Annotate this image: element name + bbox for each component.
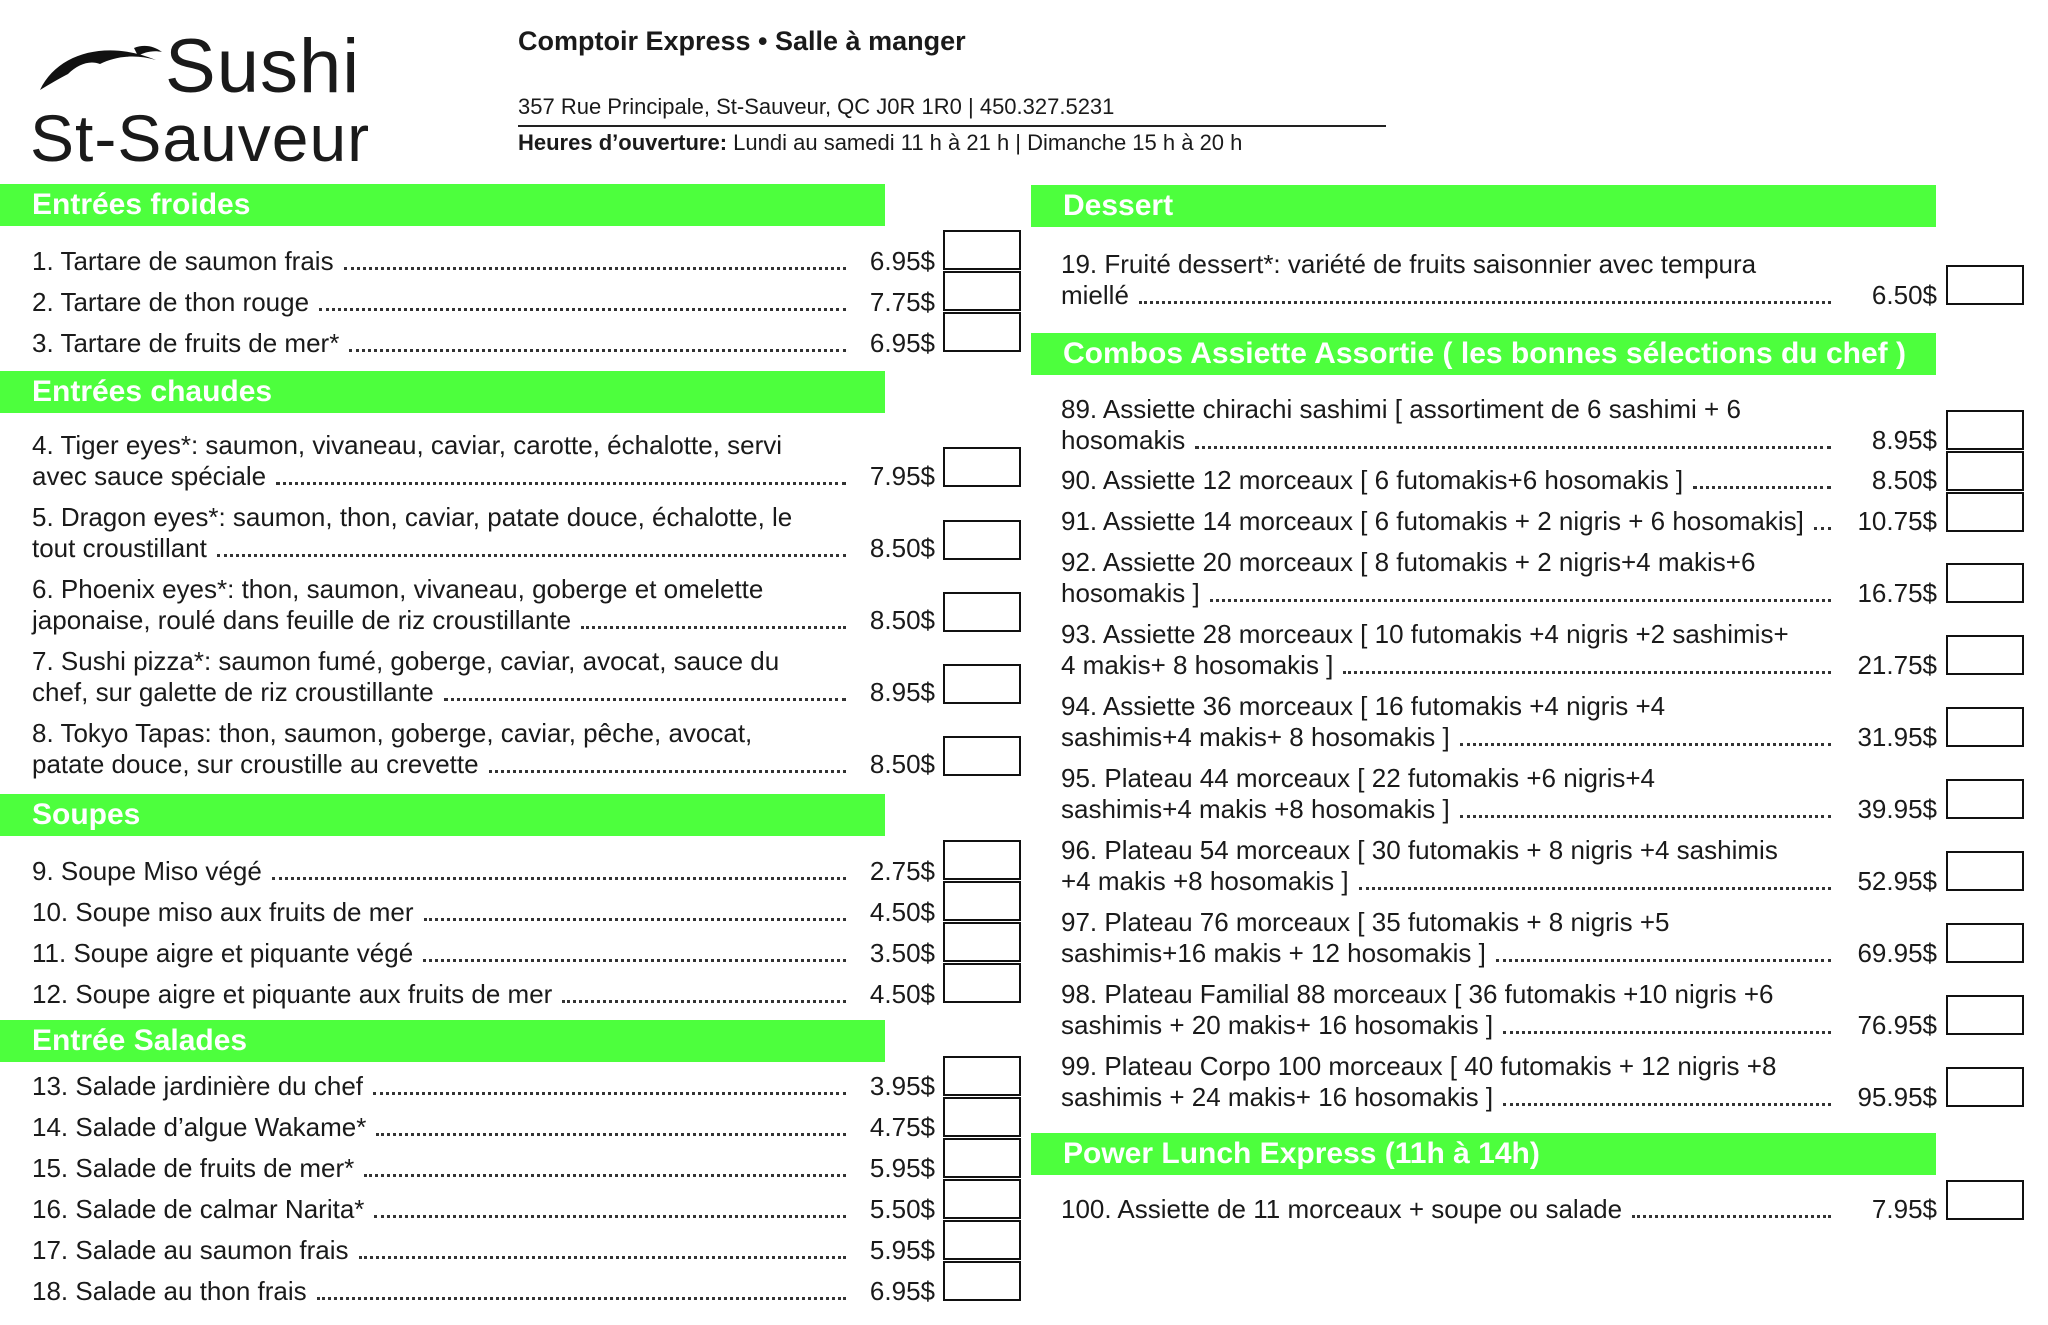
- item-text: 14. Salade d’algue Wakame*: [32, 1112, 367, 1142]
- menu-item: [1061, 1194, 1837, 1225]
- menu-item: [1061, 1051, 1837, 1113]
- dot-leader: [581, 626, 846, 629]
- dot-leader: [349, 349, 846, 352]
- section-header: Soupes: [0, 794, 885, 836]
- menu-item: [32, 574, 852, 636]
- item-price: 6.95$: [869, 246, 935, 276]
- item-price: 8.95$: [869, 677, 935, 707]
- item-text: 18. Salade au thon frais: [32, 1276, 307, 1306]
- item-text: hosomakis: [1061, 425, 1186, 455]
- menu-item: [1061, 979, 1837, 1041]
- menu-item: [32, 1276, 852, 1307]
- item-line: [1061, 722, 1837, 753]
- order-checkbox[interactable]: [943, 736, 1021, 776]
- section-header: Power Lunch Express (11h à 14h): [1031, 1133, 1936, 1175]
- logo-line-2: St-Sauveur: [30, 101, 371, 175]
- item-text: 7. Sushi pizza*: saumon fumé, goberge, caviar, avocat, sauce du: [32, 646, 780, 676]
- item-text: 95. Plateau 44 morceaux [ 22 futomakis +6 nigris+4: [1061, 763, 1656, 793]
- dot-leader: [317, 1297, 846, 1300]
- menu-item: [32, 502, 852, 564]
- item-line: [1061, 1010, 1837, 1041]
- item-text: +4 makis +8 hosomakis ]: [1061, 866, 1349, 896]
- item-price: 6.95$: [869, 328, 935, 358]
- item-text: 15. Salade de fruits de mer*: [32, 1153, 355, 1183]
- item-text: avec sauce spéciale: [32, 461, 267, 491]
- item-line: [1061, 1194, 1837, 1225]
- order-checkbox[interactable]: [1946, 492, 2024, 532]
- item-line: [1061, 866, 1837, 897]
- item-line: [1061, 619, 1837, 650]
- item-price: 6.95$: [869, 1276, 935, 1306]
- dot-leader: [1503, 1031, 1831, 1034]
- item-line: [32, 246, 852, 277]
- item-line: [1061, 907, 1837, 938]
- item-price: 4.50$: [869, 897, 935, 927]
- order-checkbox[interactable]: [943, 312, 1021, 352]
- dot-leader: [1693, 486, 1831, 489]
- dot-leader: [1460, 815, 1831, 818]
- menu-item: [1061, 394, 1837, 456]
- item-text: 6. Phoenix eyes*: thon, saumon, vivaneau, goberge et omelette: [32, 574, 764, 604]
- order-checkbox[interactable]: [943, 922, 1021, 962]
- menu-item: [32, 1194, 852, 1225]
- item-text: 8. Tokyo Tapas: thon, saumon, goberge, caviar, pêche, avocat,: [32, 718, 753, 748]
- item-price: 5.50$: [869, 1194, 935, 1224]
- menu-item: [1061, 465, 1837, 496]
- item-line: [1061, 506, 1837, 537]
- order-checkbox[interactable]: [943, 840, 1021, 880]
- menu-item: [32, 246, 852, 277]
- item-line: [32, 938, 852, 969]
- menu-item: [32, 718, 852, 780]
- order-checkbox[interactable]: [943, 592, 1021, 632]
- order-checkbox[interactable]: [1946, 410, 2024, 450]
- menu-item: [32, 287, 852, 318]
- item-text: miellé: [1061, 280, 1129, 310]
- item-line: [1061, 425, 1837, 456]
- item-text: 100. Assiette de 11 morceaux + soupe ou salade: [1061, 1194, 1623, 1224]
- menu-item: [1061, 763, 1837, 825]
- item-line: [32, 718, 852, 749]
- item-text: tout croustillant: [32, 533, 207, 563]
- menu-item: [1061, 619, 1837, 681]
- item-line: [1061, 794, 1837, 825]
- order-checkbox[interactable]: [943, 447, 1021, 487]
- item-text: 1. Tartare de saumon frais: [32, 246, 334, 276]
- item-text: 3. Tartare de fruits de mer*: [32, 328, 340, 358]
- item-line: [32, 1235, 852, 1266]
- item-line: [32, 430, 852, 461]
- header-hours: [518, 130, 1242, 156]
- item-text: 89. Assiette chirachi sashimi [ assortiment de 6 sashimi + 6: [1061, 394, 1741, 424]
- menu-item: [32, 430, 852, 492]
- order-checkbox[interactable]: [1946, 1067, 2024, 1107]
- order-checkbox[interactable]: [943, 1138, 1021, 1178]
- dot-leader: [1195, 446, 1831, 449]
- menu-item: [1061, 506, 1837, 537]
- logo: [30, 22, 390, 175]
- dot-leader: [562, 1000, 846, 1003]
- item-line: [1061, 650, 1837, 681]
- item-line: [1061, 835, 1837, 866]
- item-price: 5.95$: [869, 1153, 935, 1183]
- item-text: sashimis+4 makis+ 8 hosomakis ]: [1061, 722, 1450, 752]
- item-line: [32, 1153, 852, 1184]
- order-checkbox[interactable]: [1946, 563, 2024, 603]
- item-price: 76.95$: [1857, 1010, 1937, 1040]
- item-line: [1061, 249, 1837, 280]
- menu-item: [32, 328, 852, 359]
- item-line: [32, 328, 852, 359]
- item-text: 12. Soupe aigre et piquante aux fruits de mer: [32, 979, 553, 1009]
- item-price: 52.95$: [1857, 866, 1937, 896]
- item-price: 6.50$: [1871, 280, 1937, 310]
- item-text: 19. Fruité dessert*: variété de fruits saisonnier avec tempura: [1061, 249, 1757, 279]
- dot-leader: [364, 1174, 846, 1177]
- section-header: Combos Assiette Assortie ( les bonnes sélections du chef ): [1031, 333, 1936, 375]
- dot-leader: [1496, 959, 1831, 962]
- item-price: 8.50$: [869, 749, 935, 779]
- item-text: 4 makis+ 8 hosomakis ]: [1061, 650, 1334, 680]
- item-line: [1061, 578, 1837, 609]
- dot-leader: [489, 770, 846, 773]
- menu-item: [32, 646, 852, 708]
- item-text: 10. Soupe miso aux fruits de mer: [32, 897, 414, 927]
- item-price: 8.95$: [1871, 425, 1937, 455]
- item-line: [1061, 1082, 1837, 1113]
- order-checkbox[interactable]: [1946, 707, 2024, 747]
- dot-leader: [1343, 671, 1831, 674]
- menu-item: [32, 1153, 852, 1184]
- menu-item: [32, 1071, 852, 1102]
- item-line: [32, 533, 852, 564]
- item-text: patate douce, sur croustille au crevette: [32, 749, 479, 779]
- section-header: Entrée Salades: [0, 1020, 885, 1062]
- order-checkbox[interactable]: [943, 1097, 1021, 1137]
- order-checkbox[interactable]: [1946, 851, 2024, 891]
- header-title: Comptoir Express • Salle à manger: [518, 26, 966, 56]
- order-checkbox[interactable]: [1946, 265, 2024, 305]
- menu-item: [1061, 835, 1837, 897]
- item-price: 10.75$: [1857, 506, 1937, 536]
- menu-item: [32, 897, 852, 928]
- order-checkbox[interactable]: [1946, 995, 2024, 1035]
- item-price: 7.75$: [869, 287, 935, 317]
- item-line: [32, 574, 852, 605]
- item-line: [32, 979, 852, 1010]
- item-text: sashimis + 24 makis+ 16 hosomakis ]: [1061, 1082, 1494, 1112]
- section-header: Entrées froides: [0, 184, 885, 226]
- item-price: 3.50$: [869, 938, 935, 968]
- dot-leader: [1359, 887, 1831, 890]
- item-line: [32, 1112, 852, 1143]
- item-text: 93. Assiette 28 morceaux [ 10 futomakis +4 nigris +2 sashimis+: [1061, 619, 1789, 649]
- item-text: 92. Assiette 20 morceaux [ 8 futomakis + 2 nigris+4 makis+6: [1061, 547, 1756, 577]
- order-checkbox[interactable]: [943, 520, 1021, 560]
- menu-item: [1061, 249, 1837, 311]
- item-text: 4. Tiger eyes*: saumon, vivaneau, caviar, carotte, échalotte, servi: [32, 430, 783, 460]
- item-text: sashimis+4 makis +8 hosomakis ]: [1061, 794, 1450, 824]
- item-line: [32, 461, 852, 492]
- header-divider: [518, 125, 1386, 127]
- item-text: 94. Assiette 36 morceaux [ 16 futomakis +4 nigris +4: [1061, 691, 1666, 721]
- section-header: Entrées chaudes: [0, 371, 885, 413]
- item-price: 16.75$: [1857, 578, 1937, 608]
- item-line: [1061, 280, 1837, 311]
- item-price: 8.50$: [1871, 465, 1937, 495]
- item-text: 91. Assiette 14 morceaux [ 6 futomakis + 2 nigris + 6 hosomakis]: [1061, 506, 1804, 536]
- item-line: [1061, 465, 1837, 496]
- dot-leader: [1503, 1103, 1831, 1106]
- menu-item: [32, 856, 852, 887]
- item-text: japonaise, roulé dans feuille de riz croustillante: [32, 605, 572, 635]
- order-checkbox[interactable]: [943, 271, 1021, 311]
- item-text: 90. Assiette 12 morceaux [ 6 futomakis+6 hosomakis ]: [1061, 465, 1684, 495]
- order-checkbox[interactable]: [943, 963, 1021, 1003]
- item-line: [32, 502, 852, 533]
- dot-leader: [373, 1092, 846, 1095]
- item-line: [1061, 691, 1837, 722]
- item-price: 95.95$: [1857, 1082, 1937, 1112]
- order-checkbox[interactable]: [1946, 635, 2024, 675]
- order-checkbox[interactable]: [943, 1179, 1021, 1219]
- item-line: [32, 1071, 852, 1102]
- header-address: 357 Rue Principale, St-Sauveur, QC J0R 1R0 | 450.327.5231: [518, 94, 1115, 119]
- item-text: 98. Plateau Familial 88 morceaux [ 36 futomakis +10 nigris +6: [1061, 979, 1774, 1009]
- item-text: 13. Salade jardinière du chef: [32, 1071, 364, 1101]
- item-price: 8.50$: [869, 533, 935, 563]
- order-checkbox[interactable]: [943, 230, 1021, 270]
- order-checkbox[interactable]: [943, 1056, 1021, 1096]
- dot-leader: [359, 1256, 846, 1259]
- item-text: chef, sur galette de riz croustillante: [32, 677, 434, 707]
- dot-leader: [1139, 301, 1831, 304]
- item-line: [1061, 938, 1837, 969]
- item-line: [1061, 979, 1837, 1010]
- item-text: 97. Plateau 76 morceaux [ 35 futomakis + 8 nigris +5: [1061, 907, 1670, 937]
- dot-leader: [319, 308, 846, 311]
- item-price: 31.95$: [1857, 722, 1937, 752]
- dot-leader: [276, 482, 846, 485]
- order-checkbox[interactable]: [943, 664, 1021, 704]
- menu-item: [32, 1112, 852, 1143]
- dot-leader: [376, 1133, 846, 1136]
- item-price: 39.95$: [1857, 794, 1937, 824]
- item-price: 7.95$: [869, 461, 935, 491]
- order-checkbox[interactable]: [943, 1220, 1021, 1260]
- item-line: [1061, 394, 1837, 425]
- item-line: [32, 1194, 852, 1225]
- item-line: [32, 749, 852, 780]
- item-line: [1061, 1051, 1837, 1082]
- dot-leader: [374, 1215, 846, 1218]
- dot-leader: [1210, 599, 1831, 602]
- order-checkbox[interactable]: [1946, 1180, 2024, 1220]
- item-line: [32, 646, 852, 677]
- section-header: Dessert: [1031, 185, 1936, 227]
- item-line: [32, 677, 852, 708]
- dot-leader: [444, 698, 846, 701]
- item-line: [32, 856, 852, 887]
- item-line: [32, 1276, 852, 1307]
- order-checkbox[interactable]: [1946, 451, 2024, 491]
- item-price: 4.50$: [869, 979, 935, 1009]
- item-text: 5. Dragon eyes*: saumon, thon, caviar, patate douce, échalotte, le: [32, 502, 793, 532]
- dot-leader: [1632, 1215, 1831, 1218]
- item-price: 21.75$: [1857, 650, 1937, 680]
- menu-item: [32, 1235, 852, 1266]
- dot-leader: [423, 959, 846, 962]
- order-checkbox[interactable]: [943, 881, 1021, 921]
- menu-item: [32, 979, 852, 1010]
- item-price: 7.95$: [1871, 1194, 1937, 1224]
- item-text: 9. Soupe Miso végé: [32, 856, 262, 886]
- dot-leader: [272, 877, 846, 880]
- dot-leader: [344, 267, 846, 270]
- order-checkbox[interactable]: [943, 1261, 1021, 1301]
- item-text: sashimis + 20 makis+ 16 hosomakis ]: [1061, 1010, 1494, 1040]
- dot-leader: [1460, 743, 1831, 746]
- item-price: 2.75$: [869, 856, 935, 886]
- wave-logo-icon: [38, 34, 166, 94]
- dot-leader: [424, 918, 846, 921]
- dot-leader: [217, 554, 846, 557]
- item-text: sashimis+16 makis + 12 hosomakis ]: [1061, 938, 1486, 968]
- item-line: [1061, 547, 1837, 578]
- item-line: [1061, 763, 1837, 794]
- item-text: 2. Tartare de thon rouge: [32, 287, 310, 317]
- order-checkbox[interactable]: [1946, 923, 2024, 963]
- item-line: [32, 287, 852, 318]
- item-text: 99. Plateau Corpo 100 morceaux [ 40 futomakis + 12 nigris +8: [1061, 1051, 1777, 1081]
- order-checkbox[interactable]: [1946, 779, 2024, 819]
- item-text: 16. Salade de calmar Narita*: [32, 1194, 365, 1224]
- item-price: 8.50$: [869, 605, 935, 635]
- item-price: 69.95$: [1857, 938, 1937, 968]
- item-text: 11. Soupe aigre et piquante végé: [32, 938, 414, 968]
- item-text: hosomakis ]: [1061, 578, 1200, 608]
- menu-item: [1061, 547, 1837, 609]
- item-line: [32, 605, 852, 636]
- item-text: 17. Salade au saumon frais: [32, 1235, 349, 1265]
- hours-label: Heures d’ouverture:: [518, 130, 728, 155]
- item-text: 96. Plateau 54 morceaux [ 30 futomakis + 8 nigris +4 sashimis: [1061, 835, 1778, 865]
- hours-text: Lundi au samedi 11 h à 21 h | Dimanche 15 h à 20 h: [727, 130, 1243, 155]
- item-price: 5.95$: [869, 1235, 935, 1265]
- item-price: 3.95$: [869, 1071, 935, 1101]
- item-price: 4.75$: [869, 1112, 935, 1142]
- item-line: [32, 897, 852, 928]
- logo-line-1: Sushi: [165, 24, 361, 109]
- menu-item: [1061, 907, 1837, 969]
- menu-item: [1061, 691, 1837, 753]
- menu-item: [32, 938, 852, 969]
